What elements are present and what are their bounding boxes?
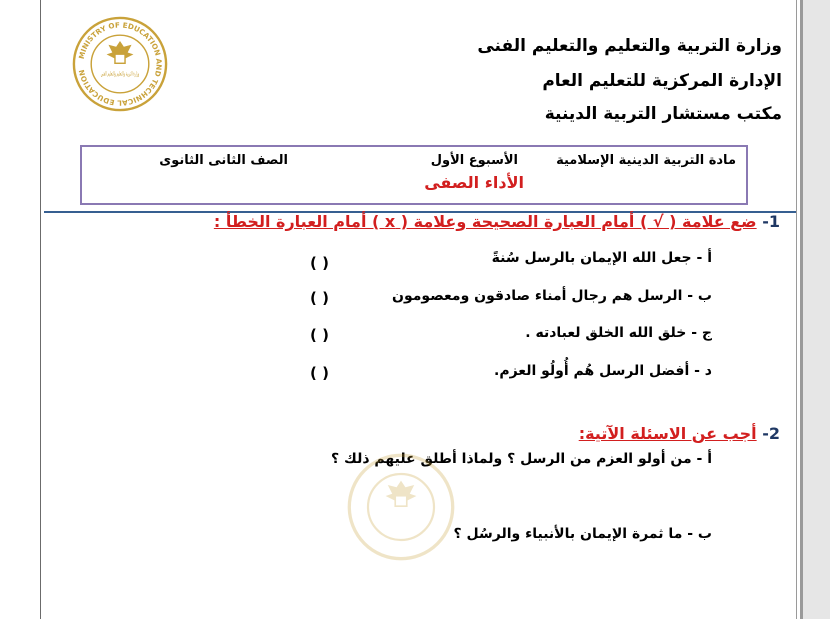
grade-label: الصف الثانى الثانوى	[159, 153, 288, 168]
q1-item-d: د - أفضل الرسل هُم أُولُو العزم.	[494, 363, 712, 379]
q1-item-c: ج - خلق الله الخلق لعبادته .	[525, 325, 712, 341]
page-left-border	[40, 0, 41, 619]
department-title: الإدارة المركزية للتعليم العام	[542, 71, 782, 91]
week-label: الأسبوع الأول	[430, 153, 518, 168]
q1-answer-a[interactable]: ( )	[310, 254, 329, 272]
seal-arabic-text: وزارة التربية والتعليم والتعليم الفني	[100, 70, 140, 78]
ministry-title: وزارة التربية والتعليم والتعليم الفنى	[477, 36, 782, 56]
performance-label: الأداء الصفى	[424, 173, 524, 192]
q1-item-a: أ - جعل الله الإيمان بالرسل سُنةً	[491, 250, 712, 266]
q2-item-a: أ - من أولو العزم من الرسل ؟ ولماذا أطلق عليهم ذلك ؟	[331, 451, 712, 467]
question-1-number: 1-	[762, 212, 780, 231]
q1-answer-c[interactable]: ( )	[310, 326, 329, 344]
question-2-title	[579, 424, 780, 443]
seal-ring-text: MINISTRY OF EDUCATION AND TECHNICAL EDUCATION	[76, 20, 164, 108]
ministry-seal-logo	[72, 16, 168, 112]
seal-watermark	[346, 452, 456, 562]
question-1-title	[214, 212, 780, 231]
q2-item-b: ب - ما ثمرة الإيمان بالأنبياء والرسُل ؟	[453, 526, 712, 542]
office-title: مكتب مستشار التربية الدينية	[544, 104, 782, 124]
question-2-text: أجب عن الاسئلة الآتية:	[578, 424, 757, 443]
info-box	[80, 145, 748, 205]
page-shadow	[800, 0, 830, 619]
q1-item-b: ب - الرسل هم رجال أمناء صادقون ومعصومون	[392, 288, 712, 304]
subject-label: مادة التربية الدينية الإسلامية	[556, 153, 736, 168]
q1-answer-d[interactable]: ( )	[310, 364, 329, 382]
question-2-number: 2-	[762, 424, 780, 443]
question-1-text: ضع علامة ( √ ) أمام العبارة الصحيحة وعلامة ( x ) أمام العبارة الخطأ :	[213, 212, 757, 231]
page-right-border	[796, 0, 797, 619]
q1-answer-b[interactable]: ( )	[310, 289, 329, 307]
